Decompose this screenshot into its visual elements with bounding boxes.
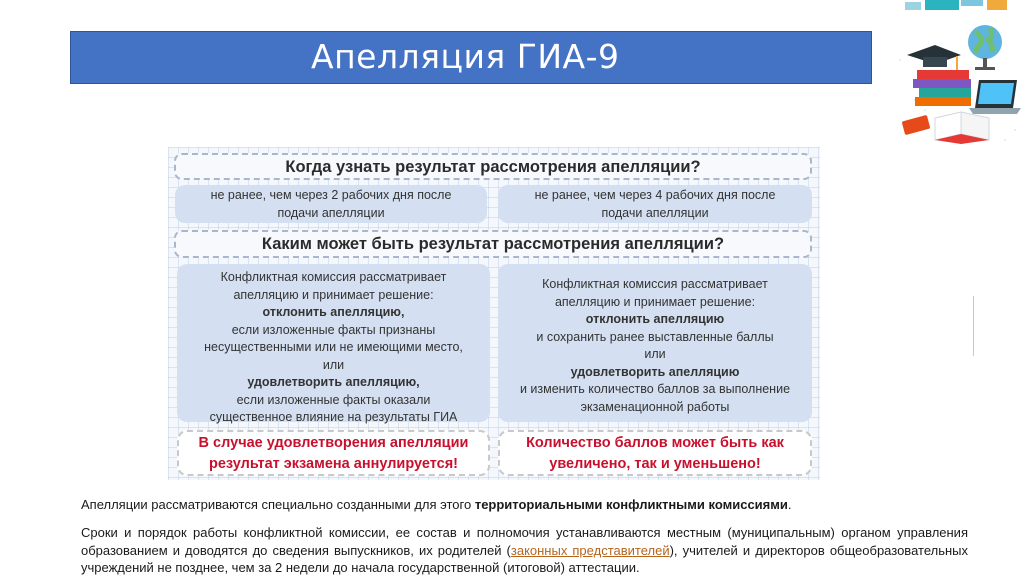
decision-card-left [177, 264, 490, 422]
question-what-result [174, 230, 812, 258]
answer-card-2-days [175, 185, 487, 223]
alert-score-change-line2: увеличено, так и уменьшено! [549, 456, 761, 472]
decision-left-line4: если изложенные факты признаны [231, 322, 436, 337]
decision-right-line7: и изменить количество баллов за выполнение [519, 382, 791, 396]
decision-left-accept: удовлетворить апелляцию, [247, 375, 420, 389]
education-books-globe-laptop-icon [895, 0, 1024, 148]
decision-left-line5: несущественными или не имеющими место, [204, 340, 463, 354]
decision-right-reject: отклонить апелляцию [585, 312, 725, 326]
decision-left-line9: существенное влияние на результаты ГИА [209, 410, 458, 424]
decision-left-line2: апелляцию и принимает решение: [233, 287, 434, 302]
decision-card-right [498, 264, 812, 422]
alert-annulled [177, 430, 490, 476]
paragraph-commissions-end: . [787, 497, 792, 512]
paragraph-commissions-text: Апелляции рассматриваются специально созданными для этого [81, 497, 475, 512]
alert-score-change-line1: Количество баллов может быть как [526, 435, 784, 451]
question-what-result-text: Каким может быть результат рассмотрения апелляции? [261, 235, 725, 253]
legal-representatives-link[interactable]: законных представителей [510, 542, 670, 558]
page-title: Апелляция ГИА-9 [311, 37, 620, 76]
alert-annulled-line2: результат экзамена аннулируется! [208, 456, 459, 472]
alert-annulled-line1: В случае удовлетворения апелляции [198, 435, 469, 451]
answer-card-4-days [498, 185, 812, 223]
title-bar [70, 31, 872, 84]
paragraph-procedure-text: Сроки и порядок работы конфликтной комиссии, ее состав и полномочия устанавливаются местным (муниципальным) органом управления образованием и доводятся до сведения выпускников, их родителей ( [81, 525, 968, 558]
decision-left-line1: Конфликтная комиссия рассматривает [220, 270, 447, 284]
decision-right-line1: Конфликтная комиссия рассматривает [542, 277, 768, 291]
decision-left-line8: если изложенные факты оказали [236, 392, 431, 407]
edge-divider [973, 296, 974, 356]
appeal-infographic [168, 147, 820, 480]
question-when-result-text: Когда узнать результат рассмотрения апелляции? [285, 158, 701, 176]
paragraph-commissions [81, 496, 968, 514]
decision-left-or: или [322, 357, 345, 372]
paragraph-procedure [81, 524, 968, 577]
decision-right-or: или [644, 347, 666, 361]
decision-right-accept: удовлетворить апелляцию [570, 364, 740, 379]
answer-2-days-line2: подачи апелляции [277, 205, 385, 220]
paragraph-commissions-bold: территориальными конфликтными комиссиями [474, 497, 788, 512]
decision-right-line4: и сохранить ранее выставленные баллы [536, 329, 774, 344]
decision-right-line8: экзаменационной работы [580, 399, 730, 414]
answer-4-days-line1: не ранее, чем через 4 рабочих дня после [534, 188, 776, 202]
decision-right-line2: апелляцию и принимает решение: [554, 294, 756, 309]
answer-4-days-line2: подачи апелляции [601, 205, 709, 220]
paragraph-procedure-end: ), учителей и директоров общеобразовательных учреждений не позднее, чем за 2 недели до начала государственной (итоговой) аттестации. [81, 542, 968, 575]
question-when-result [174, 153, 812, 180]
answer-2-days-line1: не ранее, чем через 2 рабочих дня после [210, 188, 452, 202]
decision-left-reject: отклонить апелляцию, [262, 305, 405, 319]
alert-score-change [498, 430, 812, 476]
